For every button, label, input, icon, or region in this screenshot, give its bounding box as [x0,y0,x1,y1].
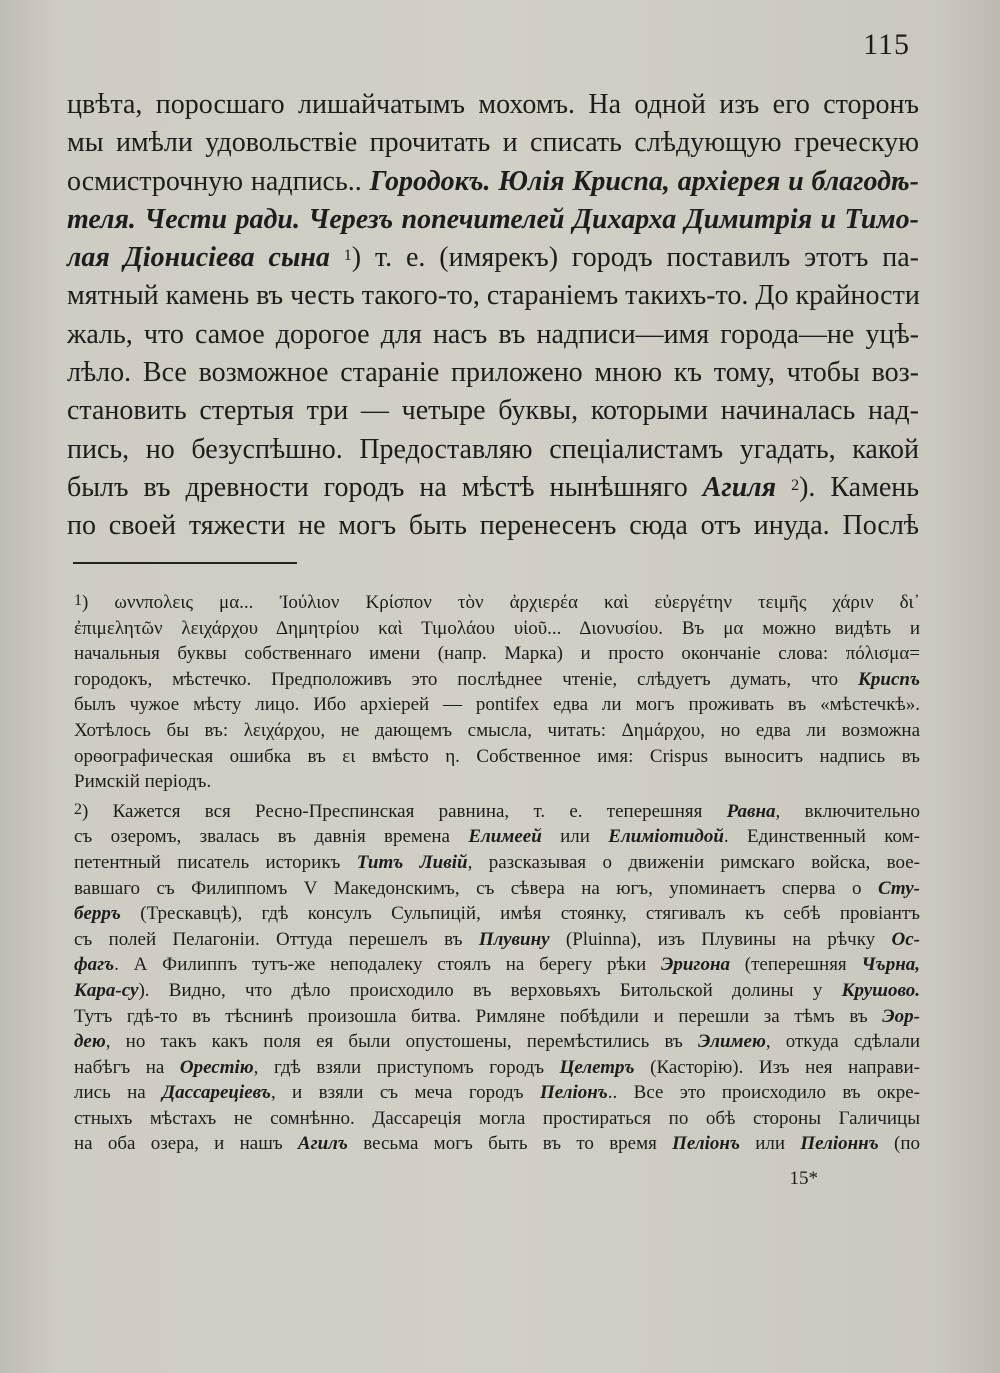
footnote-line: начальныя буквы собственнаго имени (напр. Марка) и просто окончаніе слова: πόλισμα= [74,643,920,665]
footnote-line: Римскій періодъ. [74,771,212,793]
text-line: мятный камень въ честь такого-то, стараніемъ такихъ-то. До крайности [67,280,920,312]
text-line: теля. Чести ради. Черезъ попечителей Дихарха Димитрія и Тимо- [67,203,919,235]
text-line: цвѣта, поросшаго лишайчатымъ мохомъ. На одной изъ его сторонъ [67,89,919,120]
footnote-line: ἐπιμελητῶν λειχάρχου Δημητρίου καὶ Τιμολάου υἱοῦ... Διονυσίου. Въ μα можно видѣть и [74,617,920,639]
footnote-line: Хотѣлось бы въ: λειχάρχου, не дающемъ смысла, читать: Δημάρχου, но едва ли возможна [74,719,920,741]
main-text [67,86,919,546]
footnote-line: $^1$) ωννπολεις μα... Ἰούλιον Κρίσπον τὸν ἀρχιερέα καὶ εὐεργέτην τειμῆς χάριν δι᾽ [74,592,920,613]
footnote-line: съ озеромъ, звалась въ давнія времена Елимеей или Елиміотидой. Единственный ком- [74,826,920,848]
text-line: по своей тяжести не могъ быть перенесенъ сюда отъ инуда. Послѣ [67,510,919,542]
footnote-line: петентный писатель историкъ Титъ Ливій, разсказывая о движеніи римскаго войска, вое- [74,851,920,873]
footnote-line: берръ (Трескавцѣ), гдѣ консулъ Сульпицій, имѣя стоянку, стягивалъ къ себѣ провіантъ [74,903,920,925]
footnote-line: Тутъ гдѣ-то въ тѣснинѣ произошла битва. Римляне побѣдили и перешли за тѣмъ въ Эор- [74,1005,920,1027]
text-line: жаль, что самое дорогое для насъ въ надписи—имя города—не уцѣ- [67,318,919,350]
footnote-line: на оба озера, и нашъ Агилъ весьма могъ быть въ то время Пеліонъ или Пеліоннъ (по [74,1133,920,1155]
footnote-line: лись на Дассарецiевъ, и взяли съ меча городъ Пеліонъ.. Все это происходило въ окре- [74,1082,921,1104]
text-line: пись, но безуспѣшно. Предоставляю спеціалистамъ угадать, какой [67,433,919,465]
footnote-line: Кара-су). Видно, что дѣло происходило въ верховьяхъ Битольской долины у Крушово. [74,979,920,1001]
footnote-line: набѣгъ на Орестію, гдѣ взяли приступомъ городъ Целетръ (Касторію). Изъ нея направи- [74,1056,920,1078]
text-line: осмистрочную надпись.. Городокъ. Юлія Криспа, архіерея и благодѣ- [67,165,919,197]
footnote-line: съ полей Пелагоніи. Оттуда перешелъ въ Плувину (Pluinna), изъ Плувины на рѣчку Ос- [74,928,920,950]
signature-mark: 15* [789,1168,818,1189]
footnote-line: былъ чужое мѣсту лицо. Ибо архіерей — pontifex едва ли могъ проживать въ «мѣстечкѣ». [74,694,920,716]
footnote-line: фагъ. А Филиппъ тутъ-же неподалеку стоялъ на берегу рѣки Эригона (теперешняя Чърна, [74,954,920,976]
footnote-line: стныхъ мѣстахъ не сомнѣнно. Дассареція могла простираться по обѣ стороны Галичицы [74,1107,920,1129]
text-line: былъ въ древности городъ на мѣстѣ нынѣшняго Агиля $^2$). Камень [67,471,919,503]
text-line: мы имѣли удовольствіе прочитать и списать слѣдующую греческую [67,127,919,159]
page-number: 115 [863,28,910,61]
footnote-line: дею, но такъ какъ поля ея были опустошены, перемѣстились въ Элимею, откуда сдѣлали [74,1031,920,1053]
footnote-divider [73,562,297,564]
text-line: лая Діонисіева сына $^1$) т. е. (имярекъ) городъ поставилъ этотъ па- [67,242,919,274]
footnote-line: вавшаго съ Филиппомъ V Македонскимъ, съ сѣвера на югъ, упоминаетъ сперва о Сту- [74,877,920,899]
text-line: становить стертыя три — четыре буквы, которыми начиналась над- [67,395,919,427]
footnote-line: городокъ, мѣстечко. Предположивъ это послѣднее чтеніе, слѣдуетъ думать, что Криспъ [74,668,920,690]
footnotes [74,590,920,1157]
footnote-line: орѳографическая ошибка въ ει вмѣсто η. Собственное имя: Crispus выноситъ надпись въ [74,745,920,767]
footnote-line: $^2$) Кажется вся Ресно-Преспинская равнина, т. е. теперешняя Равна, включительно [74,800,920,822]
text-line: лѣло. Все возможное стараніе приложено мною къ тому, чтобы воз- [67,357,919,389]
